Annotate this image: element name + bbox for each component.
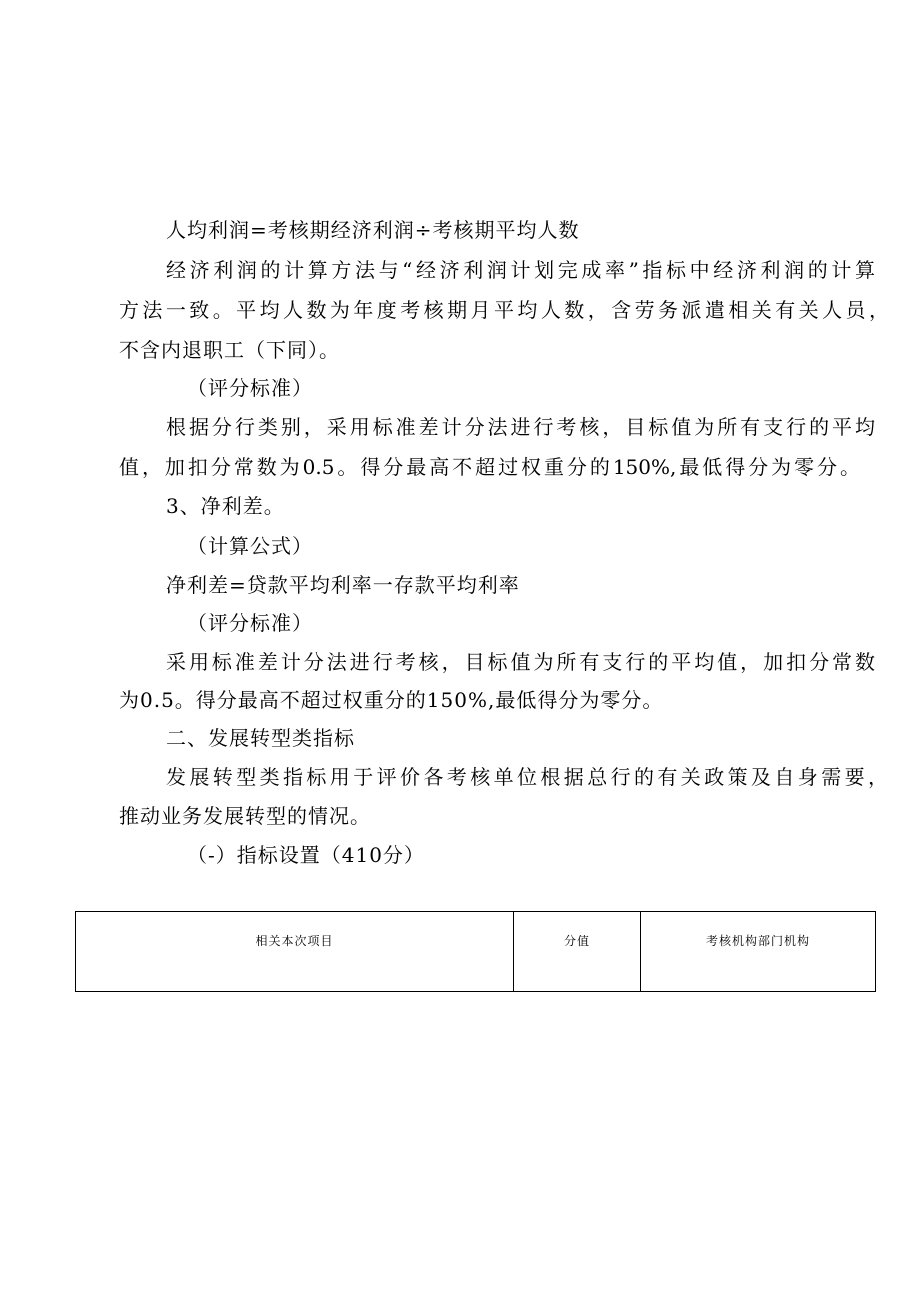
table-header-score: 分值 xyxy=(514,912,641,991)
formula-net-interest-spread: 净利差=贷款平均利率一存款平均利率 xyxy=(166,573,520,597)
paragraph-development-line1: 发展转型类指标用于评价各考核单位根据总行的有关政策及自身需要， xyxy=(166,765,888,789)
paragraph-economic-profit-line3: 不含内退职工（下同）。 xyxy=(119,338,340,362)
indicator-table xyxy=(75,911,876,992)
formula-per-capita-profit: 人均利润=考核期经济利润÷考核期平均人数 xyxy=(166,218,580,242)
table-header-department: 考核机构部门机构 xyxy=(705,934,810,948)
paragraph-scoring-1-line2: 值，加扣分常数为0.5。得分最高不超过权重分的150%,最低得分为零分。 xyxy=(119,455,860,479)
paragraph-economic-profit-line2: 方法一致。平均人数为年度考核期月平均人数，含劳务派遣相关有关人员， xyxy=(119,298,889,322)
section-heading-development-transformation: 二、发展转型类指标 xyxy=(166,726,355,750)
paragraph-development-line2: 推动业务发展转型的情况。 xyxy=(119,804,371,828)
paragraph-scoring-1-line1: 根据分行类别，采用标准差计分法进行考核，目标值为所有支行的平均 xyxy=(166,415,875,439)
heading-calculation-formula: （计算公式） xyxy=(187,534,313,558)
heading-scoring-standard-1: （评分标准） xyxy=(187,376,313,400)
table-header-item: 相关本次项目 xyxy=(76,912,514,991)
subheading-indicator-setting: （-）指标设置（410分） xyxy=(187,843,425,867)
paragraph-economic-profit-line1: 经济利润的计算方法与“经济利润计划完成率”指标中经济利润的计算 xyxy=(166,258,875,282)
paragraph-scoring-2-line2: 为0.5。得分最高不超过权重分的150%,最低得分为零分。 xyxy=(119,688,664,712)
heading-net-interest-spread: 3、净利差。 xyxy=(166,494,285,518)
paragraph-scoring-2-line1: 采用标准差计分法进行考核，目标值为所有支行的平均值，加扣分常数 xyxy=(166,650,875,674)
heading-scoring-standard-2: （评分标准） xyxy=(187,611,313,635)
